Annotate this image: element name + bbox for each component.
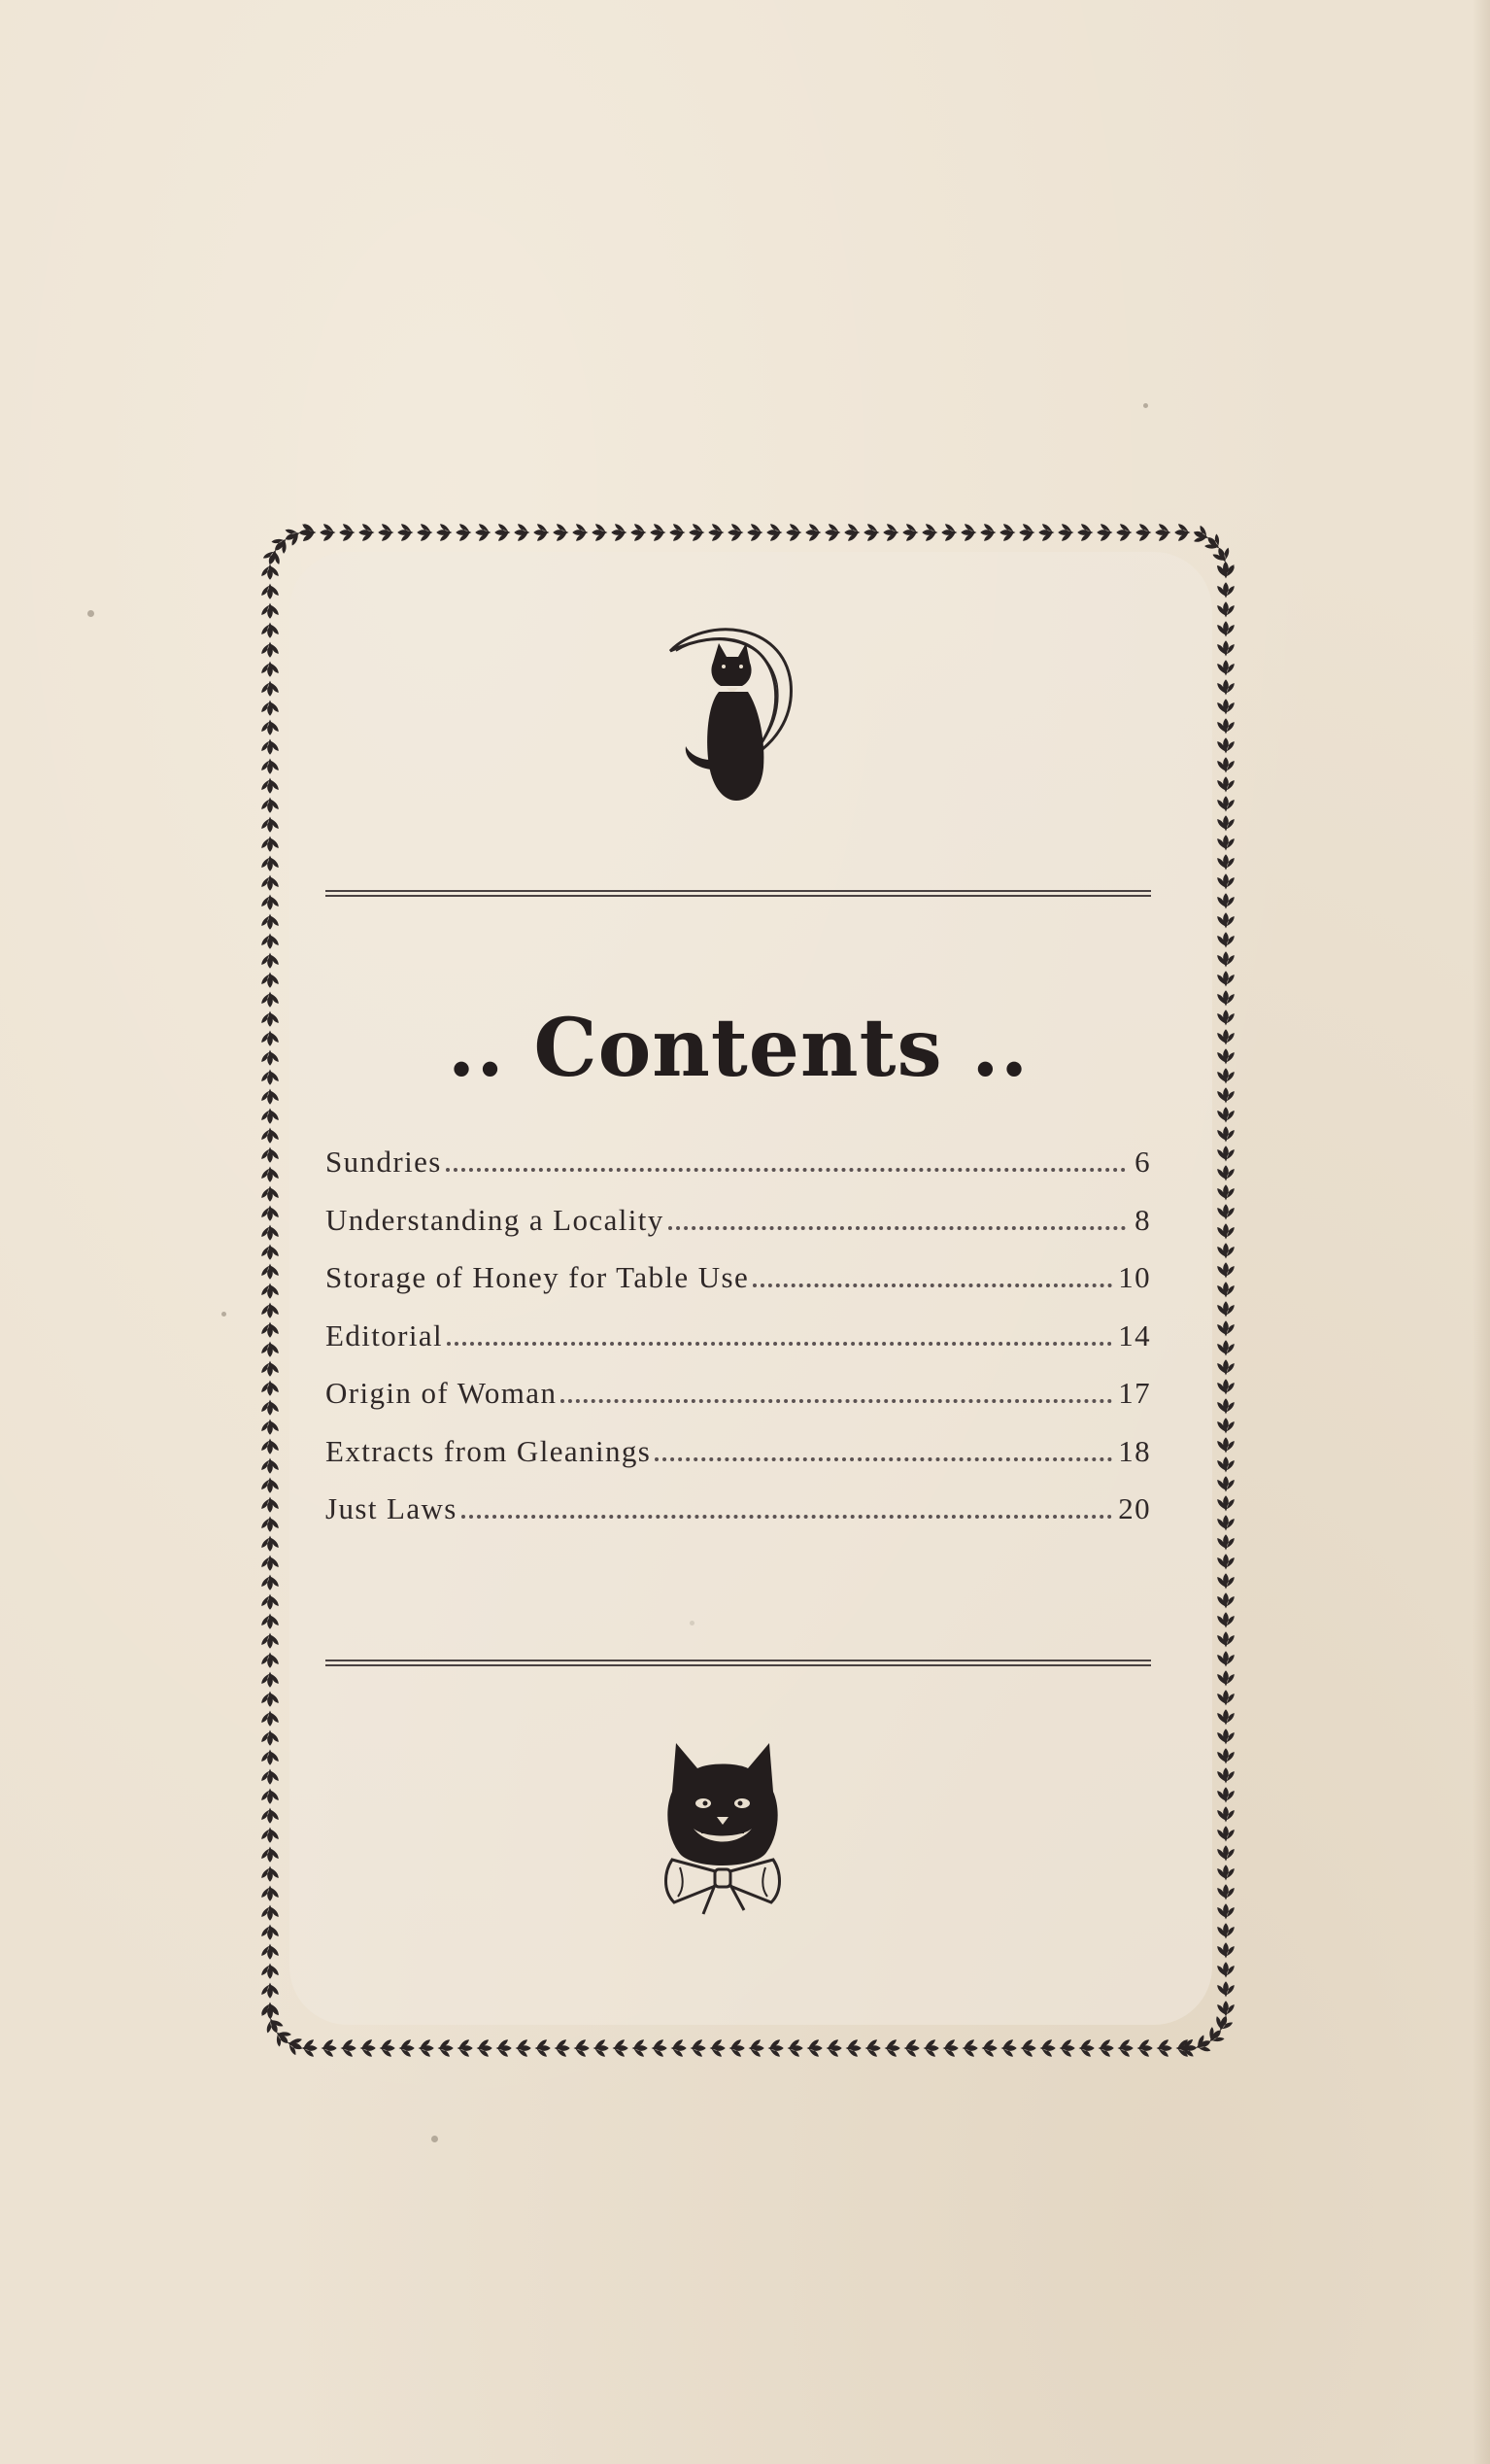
border-leaf-ornament (261, 1458, 279, 1474)
border-leaf-ornament (358, 524, 374, 541)
border-leaf-ornament (1040, 2039, 1056, 2057)
border-leaf-ornament (261, 1420, 279, 1435)
border-leaf-ornament (689, 524, 704, 541)
border-leaf-ornament (1217, 1787, 1235, 1802)
border-leaf-ornament (728, 524, 743, 541)
border-leaf-ornament (885, 2039, 900, 2057)
border-leaf-ornament (1217, 1379, 1235, 1394)
border-leaf-ornament (261, 1089, 279, 1105)
border-leaf-ornament (1217, 1146, 1235, 1161)
border-leaf-ornament (496, 2039, 512, 2057)
border-leaf-ornament (457, 2039, 473, 2057)
border-leaf-ornament (904, 2039, 920, 2057)
border-leaf-ornament (574, 2039, 590, 2057)
dot-leader (461, 1515, 1112, 1519)
border-leaf-ornament (380, 2039, 395, 2057)
toc-entry-page: 17 (1118, 1376, 1151, 1410)
border-leaf-ornament (261, 1342, 279, 1357)
border-leaf-ornament (261, 1011, 279, 1027)
border-leaf-ornament (1217, 1262, 1235, 1278)
border-leaf-ornament (1217, 1534, 1235, 1550)
border-leaf-ornament (1217, 1806, 1235, 1822)
toc-entry[interactable] (325, 1318, 1151, 1377)
border-leaf-ornament (805, 524, 821, 541)
border-leaf-ornament (261, 681, 279, 697)
border-leaf-ornament (630, 524, 646, 541)
top-double-rule (325, 890, 1151, 897)
border-leaf-ornament (786, 524, 801, 541)
border-leaf-ornament (1217, 1359, 1235, 1375)
border-leaf-ornament (1060, 2039, 1075, 2057)
border-leaf-ornament (475, 524, 491, 541)
border-leaf-ornament (963, 2039, 978, 2057)
border-leaf-ornament (982, 2039, 998, 2057)
border-leaf-ornament (285, 2035, 306, 2056)
border-leaf-ornament (572, 524, 588, 541)
border-leaf-ornament (477, 2039, 492, 2057)
border-leaf-ornament (261, 623, 279, 638)
border-leaf-ornament (632, 2039, 648, 2057)
border-leaf-ornament (261, 817, 279, 833)
border-leaf-ornament (710, 2039, 726, 2057)
toc-entry-page: 10 (1118, 1260, 1151, 1294)
border-leaf-ornament (261, 1633, 279, 1649)
border-leaf-ornament (1217, 932, 1235, 947)
border-leaf-ornament (535, 2039, 551, 2057)
border-leaf-ornament (1217, 1845, 1235, 1861)
border-leaf-ornament (261, 1614, 279, 1629)
border-leaf-ornament (261, 914, 279, 930)
border-leaf-ornament (1217, 621, 1235, 636)
border-leaf-ornament (360, 2039, 376, 2057)
border-leaf-ornament (1217, 1981, 1235, 1997)
border-leaf-ornament (865, 2039, 881, 2057)
border-leaf-ornament (613, 2039, 628, 2057)
border-leaf-ornament (1217, 1592, 1235, 1608)
border-leaf-ornament (1157, 2039, 1172, 2057)
border-leaf-ornament (961, 524, 976, 541)
border-leaf-ornament (261, 1964, 279, 1979)
border-leaf-ornament (593, 2039, 609, 2057)
toc-entry-title: Understanding a Locality (325, 1202, 664, 1237)
border-leaf-ornament (807, 2039, 823, 2057)
border-leaf-ornament (261, 1439, 279, 1454)
border-leaf-ornament (261, 1653, 279, 1668)
border-leaf-ornament (1217, 1884, 1235, 1899)
border-leaf-ornament (1217, 1165, 1235, 1181)
border-leaf-ornament (261, 1905, 279, 1921)
border-leaf-ornament (1217, 1903, 1235, 1919)
border-leaf-ornament (533, 524, 549, 541)
border-leaf-ornament (611, 524, 626, 541)
border-leaf-ornament (1217, 1456, 1235, 1472)
border-leaf-ornament (299, 524, 316, 541)
grinning-cat-face-with-bow-icon (655, 1735, 791, 1925)
border-leaf-ornament (1217, 1748, 1235, 1763)
border-leaf-ornament (825, 524, 840, 541)
border-leaf-ornament (494, 524, 510, 541)
border-leaf-ornament (902, 524, 918, 541)
border-leaf-ornament (1217, 1437, 1235, 1453)
border-leaf-ornament (980, 524, 996, 541)
border-leaf-ornament (1019, 524, 1034, 541)
border-leaf-ornament (729, 2039, 745, 2057)
border-leaf-ornament (261, 1225, 279, 1241)
border-leaf-ornament (1135, 524, 1151, 541)
border-leaf-ornament (261, 837, 279, 852)
border-leaf-ornament (669, 524, 685, 541)
border-leaf-ornament (261, 953, 279, 969)
border-leaf-ornament (262, 547, 284, 568)
border-leaf-ornament (1217, 1010, 1235, 1025)
border-leaf-ornament (261, 1692, 279, 1707)
border-leaf-ornament (592, 524, 607, 541)
border-leaf-ornament (261, 1789, 279, 1804)
border-leaf-ornament (399, 2039, 415, 2057)
border-leaf-ornament (1217, 1068, 1235, 1083)
border-leaf-ornament (1217, 951, 1235, 967)
border-leaf-ornament (261, 1925, 279, 1940)
border-leaf-ornament (1217, 1612, 1235, 1627)
border-leaf-ornament (261, 1206, 279, 1221)
border-leaf-ornament (1038, 524, 1054, 541)
border-leaf-ornament (846, 2039, 862, 2057)
border-leaf-ornament (516, 2039, 531, 2057)
border-leaf-ornament (1217, 582, 1235, 598)
border-leaf-ornament (788, 2039, 803, 2057)
dot-leader (446, 1168, 1126, 1172)
border-leaf-ornament (261, 1400, 279, 1416)
border-leaf-ornament (261, 1245, 279, 1260)
border-leaf-ornament (1217, 1340, 1235, 1355)
border-leaf-ornament (261, 1808, 279, 1824)
border-leaf-ornament (261, 973, 279, 988)
border-leaf-ornament (1217, 912, 1235, 928)
border-leaf-ornament (261, 1147, 279, 1163)
toc-entry-page: 6 (1134, 1145, 1151, 1179)
border-leaf-ornament (768, 2039, 784, 2057)
border-leaf-ornament (1217, 1087, 1235, 1103)
border-leaf-ornament (650, 524, 665, 541)
border-leaf-ornament (1217, 757, 1235, 772)
border-leaf-ornament (261, 895, 279, 910)
border-leaf-ornament (261, 1866, 279, 1882)
border-leaf-ornament (417, 524, 432, 541)
border-leaf-ornament (553, 524, 568, 541)
border-leaf-ornament (261, 1303, 279, 1318)
border-leaf-ornament (924, 2039, 939, 2057)
border-leaf-ornament (261, 778, 279, 794)
toc-entry-page: 8 (1134, 1202, 1151, 1237)
border-leaf-ornament (261, 584, 279, 599)
toc-entry[interactable] (325, 1376, 1151, 1434)
border-leaf-ornament (1217, 815, 1235, 831)
border-leaf-ornament (1217, 1301, 1235, 1317)
dot-leader (560, 1399, 1112, 1403)
border-leaf-ornament (1217, 796, 1235, 811)
border-leaf-ornament (1217, 640, 1235, 656)
border-leaf-ornament (341, 2039, 356, 2057)
border-leaf-ornament (261, 603, 279, 619)
border-leaf-ornament (1217, 1573, 1235, 1589)
border-leaf-ornament (555, 2039, 570, 2057)
border-leaf-ornament (261, 2003, 279, 2020)
table-of-contents (325, 1145, 1151, 1550)
border-leaf-ornament (261, 1361, 279, 1377)
border-leaf-ornament (261, 798, 279, 813)
page-title: .. Contents .. (447, 1002, 1030, 1095)
border-leaf-ornament (261, 1730, 279, 1746)
border-leaf-ornament (1217, 1631, 1235, 1647)
border-leaf-ornament (261, 565, 279, 580)
border-leaf-ornament (261, 1536, 279, 1552)
border-leaf-ornament (397, 524, 413, 541)
border-leaf-ornament (1217, 737, 1235, 753)
border-leaf-ornament (943, 2039, 959, 2057)
border-leaf-ornament (261, 992, 279, 1008)
border-leaf-ornament (1217, 718, 1235, 734)
border-leaf-ornament (1217, 1243, 1235, 1258)
border-leaf-ornament (844, 524, 860, 541)
border-leaf-ornament (1097, 524, 1112, 541)
border-leaf-ornament (261, 1109, 279, 1124)
border-leaf-ornament (1217, 699, 1235, 714)
border-leaf-ornament (1217, 873, 1235, 889)
border-leaf-ornament (1191, 525, 1212, 546)
border-leaf-ornament (1217, 1554, 1235, 1569)
border-leaf-ornament (261, 1381, 279, 1396)
dot-leader (668, 1226, 1126, 1230)
border-leaf-ornament (1217, 1767, 1235, 1783)
border-leaf-ornament (261, 701, 279, 716)
border-leaf-ornament (1217, 1709, 1235, 1725)
border-leaf-ornament (261, 739, 279, 755)
border-leaf-ornament (436, 524, 452, 541)
toc-entry[interactable] (325, 1145, 1151, 1203)
dot-leader (753, 1283, 1112, 1287)
border-leaf-ornament (749, 2039, 764, 2057)
border-leaf-ornament (1174, 524, 1190, 541)
cat-on-crescent-moon-icon (666, 622, 802, 821)
border-leaf-ornament (438, 2039, 454, 2057)
border-leaf-ornament (261, 1070, 279, 1085)
border-leaf-ornament (864, 524, 879, 541)
border-leaf-ornament (1217, 1048, 1235, 1064)
border-leaf-ornament (1212, 2013, 1234, 2035)
border-leaf-ornament (261, 1264, 279, 1280)
border-leaf-ornament (261, 1886, 279, 1901)
border-leaf-ornament (1058, 524, 1073, 541)
border-leaf-ornament (1217, 1418, 1235, 1433)
border-leaf-ornament (378, 524, 393, 541)
border-leaf-ornament (261, 1497, 279, 1513)
border-leaf-ornament (941, 524, 957, 541)
border-leaf-ornament (1155, 524, 1170, 541)
border-leaf-ornament (261, 1847, 279, 1863)
border-leaf-ornament (261, 1556, 279, 1571)
border-leaf-ornament (1217, 776, 1235, 792)
border-leaf-ornament (999, 524, 1015, 541)
border-leaf-ornament (261, 1711, 279, 1727)
toc-entry-title: Extracts from Gleanings (325, 1433, 652, 1468)
toc-entry[interactable] (325, 1491, 1151, 1550)
toc-entry[interactable] (325, 1203, 1151, 1261)
border-leaf-ornament (1217, 1728, 1235, 1744)
border-leaf-ornament (261, 1322, 279, 1338)
border-leaf-ornament (261, 1983, 279, 1999)
border-leaf-ornament (1217, 660, 1235, 675)
border-leaf-ornament (261, 1594, 279, 1610)
toc-entry-page: 20 (1118, 1491, 1151, 1525)
border-leaf-ornament (652, 2039, 667, 2057)
border-leaf-ornament (1077, 524, 1093, 541)
border-leaf-ornament (302, 2039, 318, 2057)
border-leaf-ornament (1217, 1690, 1235, 1705)
border-leaf-ornament (1217, 1515, 1235, 1530)
border-leaf-ornament (261, 1186, 279, 1202)
border-leaf-ornament (261, 875, 279, 891)
border-leaf-ornament (261, 662, 279, 677)
border-leaf-ornament (1217, 1826, 1235, 1841)
border-leaf-ornament (1079, 2039, 1095, 2057)
border-leaf-ornament (1217, 854, 1235, 870)
border-leaf-ornament (261, 1672, 279, 1688)
bottom-double-rule (325, 1660, 1151, 1666)
border-leaf-ornament (1217, 601, 1235, 617)
border-leaf-ornament (1118, 2039, 1134, 2057)
border-leaf-ornament (1217, 1476, 1235, 1491)
border-leaf-ornament (261, 934, 279, 949)
border-leaf-ornament (261, 1769, 279, 1785)
border-leaf-ornament (1217, 893, 1235, 908)
border-leaf-ornament (827, 2039, 842, 2057)
toc-entry-page: 18 (1118, 1433, 1151, 1468)
border-leaf-ornament (514, 524, 529, 541)
border-leaf-ornament (261, 1478, 279, 1493)
toc-entry[interactable] (325, 1434, 1151, 1492)
border-leaf-ornament (261, 1031, 279, 1046)
border-leaf-ornament (1116, 524, 1132, 541)
border-leaf-ornament (1217, 1282, 1235, 1297)
border-leaf-ornament (339, 524, 355, 541)
toc-entry-page: 14 (1118, 1318, 1151, 1352)
border-leaf-ornament (261, 642, 279, 658)
toc-entry-title: Origin of Woman (325, 1376, 558, 1410)
border-leaf-ornament (322, 2039, 337, 2057)
border-leaf-ornament (1217, 835, 1235, 850)
toc-entry-title: Sundries (325, 1145, 442, 1179)
border-leaf-ornament (1217, 1029, 1235, 1044)
border-leaf-ornament (1099, 2039, 1114, 2057)
border-leaf-ornament (1217, 1865, 1235, 1880)
border-leaf-ornament (1217, 1320, 1235, 1336)
border-leaf-ornament (1217, 562, 1235, 578)
border-leaf-ornament (1217, 1670, 1235, 1686)
border-leaf-ornament (261, 856, 279, 872)
border-leaf-ornament (261, 1050, 279, 1066)
border-leaf-ornament (261, 1944, 279, 1960)
border-leaf-ornament (1217, 971, 1235, 986)
border-leaf-ornament (1217, 1126, 1235, 1142)
border-leaf-ornament (456, 524, 471, 541)
border-leaf-ornament (766, 524, 782, 541)
border-leaf-ornament (1217, 1184, 1235, 1200)
border-leaf-ornament (1001, 2039, 1017, 2057)
border-leaf-ornament (1137, 2039, 1153, 2057)
border-leaf-ornament (261, 1750, 279, 1765)
toc-entry[interactable] (325, 1260, 1151, 1318)
border-leaf-ornament (1217, 1651, 1235, 1666)
border-leaf-ornament (1217, 1107, 1235, 1122)
border-leaf-ornament (261, 759, 279, 774)
border-leaf-ornament (1217, 2001, 1235, 2016)
dot-leader (655, 1457, 1112, 1461)
border-leaf-ornament (747, 524, 762, 541)
border-leaf-ornament (1217, 1495, 1235, 1511)
border-leaf-ornament (261, 1167, 279, 1182)
border-leaf-ornament (1217, 1942, 1235, 1958)
border-leaf-ornament (671, 2039, 687, 2057)
toc-entry-title: Just Laws (325, 1491, 457, 1525)
dot-leader (447, 1342, 1112, 1346)
border-leaf-ornament (708, 524, 724, 541)
border-leaf-ornament (1217, 1923, 1235, 1938)
border-leaf-ornament (922, 524, 937, 541)
border-leaf-ornament (1217, 990, 1235, 1006)
border-leaf-ornament (1217, 1204, 1235, 1219)
border-leaf-ornament (883, 524, 898, 541)
border-leaf-ornament (1217, 1223, 1235, 1239)
border-leaf-ornament (691, 2039, 706, 2057)
border-leaf-ornament (261, 1828, 279, 1843)
border-leaf-ornament (261, 1283, 279, 1299)
border-leaf-ornament (261, 1575, 279, 1591)
border-leaf-ornament (419, 2039, 434, 2057)
border-leaf-ornament (1217, 1398, 1235, 1414)
border-leaf-ornament (261, 1517, 279, 1532)
toc-entry-title: Editorial (325, 1318, 444, 1352)
border-leaf-ornament (1217, 1962, 1235, 1977)
toc-entry-title: Storage of Honey for Table Use (325, 1260, 750, 1294)
border-leaf-ornament (1021, 2039, 1036, 2057)
border-leaf-ornament (1217, 679, 1235, 695)
border-leaf-ornament (261, 1128, 279, 1144)
border-leaf-ornament (320, 524, 335, 541)
border-leaf-ornament (261, 720, 279, 736)
